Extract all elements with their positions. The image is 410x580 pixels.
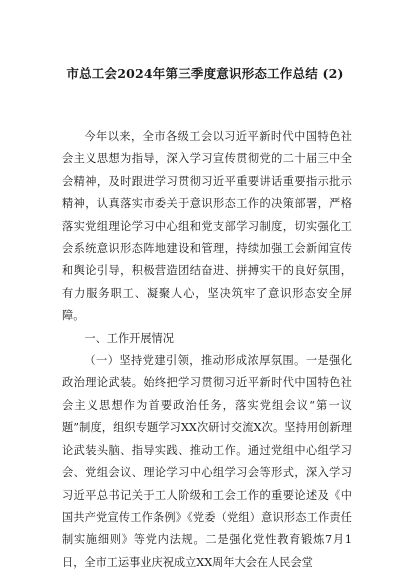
document-title: 市总工会2024年第三季度意识形态工作总结 (2) (66, 66, 344, 81)
section-heading: 一、工作开展情况 (84, 331, 174, 345)
intro-paragraph: 今年以来，全市各级工会以习近平新时代中国特色社会主义思想为指导，深入学习宣传贯彻党的二十届三中全会精神，及时跟进学习贯彻习近平重要讲话重要指示批示精神，认真落实市委关于意识形态工作的决策部署，严格落实党组理论学习中心组和党支部学习制度，切实强化工会系统意识形态阵地建设和管理，持续加强工会新闻宣传和舆论引导，积极营造团结奋进、拼搏实干的良好氛围，有力服务职工、凝聚人心，坚决筑牢了意识形态安全屏障。 (62, 130, 352, 323)
section-paragraph: （一）坚持党建引领，推动形成浓厚氛围。一是强化政治理论武装。始终把学习贯彻习近平新时代中国特色社会主义思想作为首要政治任务，落实党组会议“第一议题”制度，组织专题学习XX次研讨交流X次。坚持用创新理论武装头脑、指导实践、推动工作。通过党组中心组学习会、党组会议、理论学习中心组学习会等形式，深入学习习近平总书记关于工人阶级和工会工作的重要论述及《中国共产党宣传工作条例》《党委（党组）意识形态工作责任制实施细则》等党内法规。二是强化党性教育锻炼7月1日，全市工运事业庆祝成立XX周年大会在人民会堂 (62, 354, 352, 569)
document-body (62, 126, 352, 574)
